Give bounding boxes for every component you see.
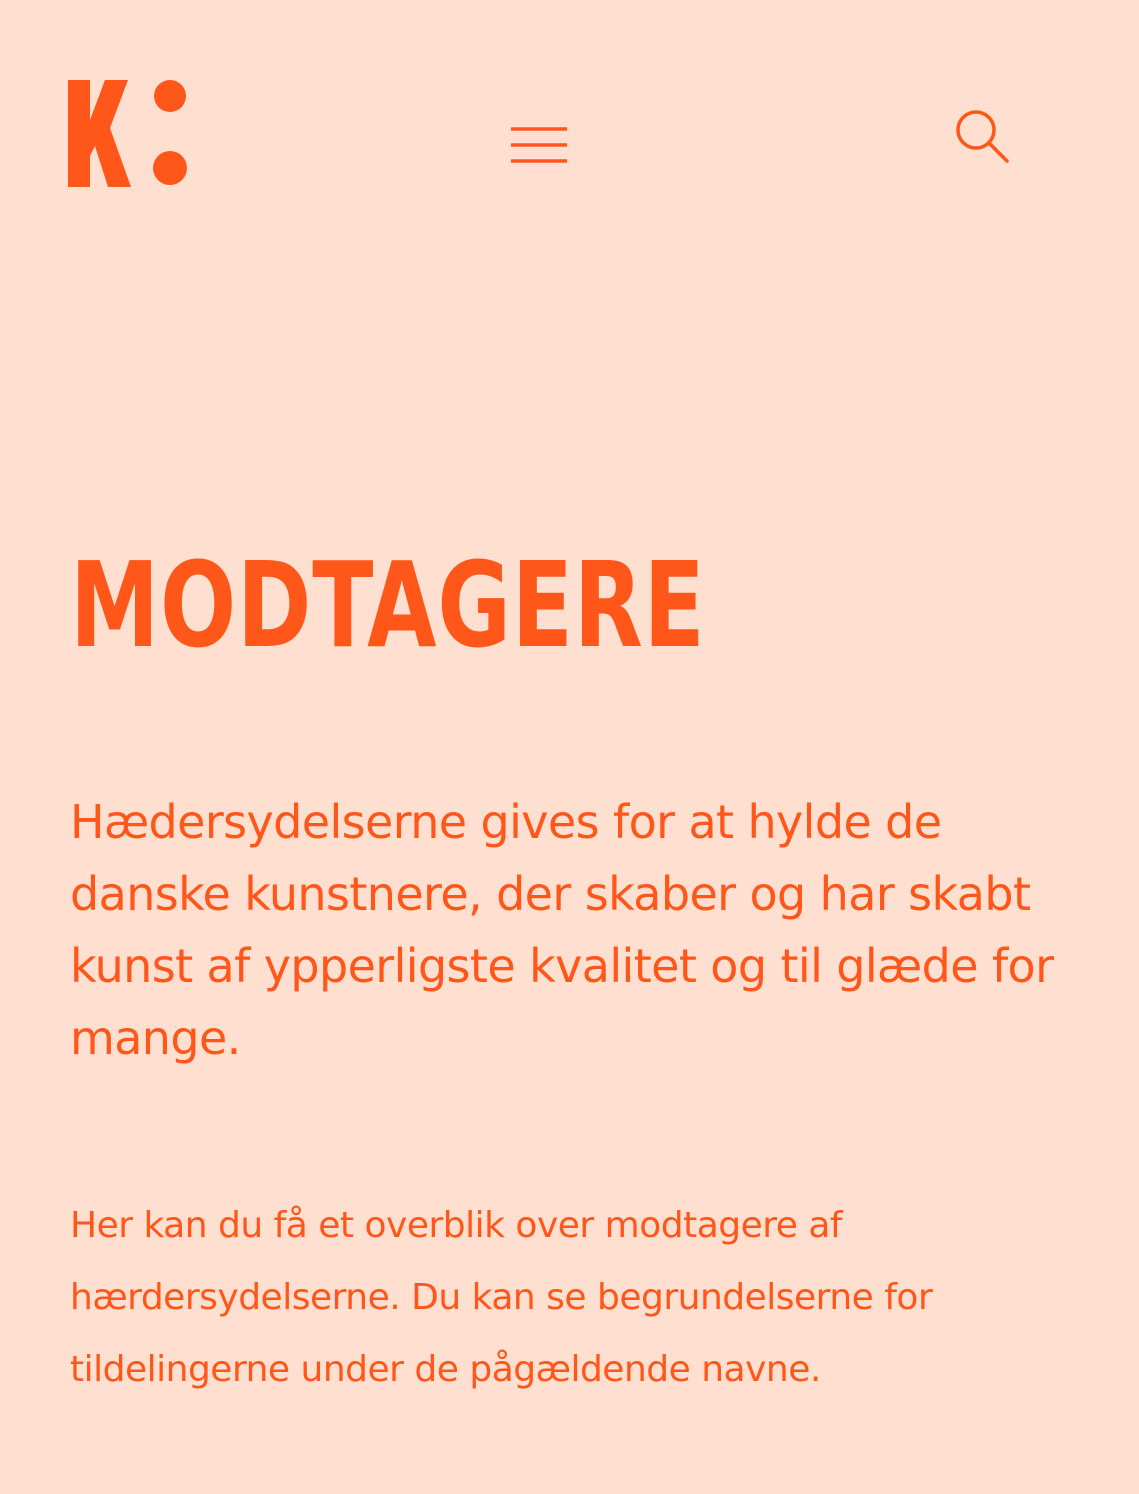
search-button[interactable]: [944, 100, 1020, 176]
k-colon-logo-icon: [68, 80, 188, 190]
search-icon: [944, 100, 1020, 176]
hamburger-menu-icon: [500, 112, 580, 172]
page-title: MODTAGERE: [70, 536, 706, 674]
site-header: [0, 0, 1139, 230]
menu-button[interactable]: [500, 112, 580, 172]
body-paragraph: Her kan du få et overblik over modtagere af hærdersydelserne. Du kan se begrundelserne for tildelingerne under de pågældende navne.: [70, 1205, 933, 1390]
logo-link[interactable]: [68, 80, 188, 190]
lead-paragraph: Hædersydelserne gives for at hylde de danske kunstnere, der skaber og har skabt kunst af ypperligste kvalitet og til glæde for mange.: [70, 795, 1054, 1065]
